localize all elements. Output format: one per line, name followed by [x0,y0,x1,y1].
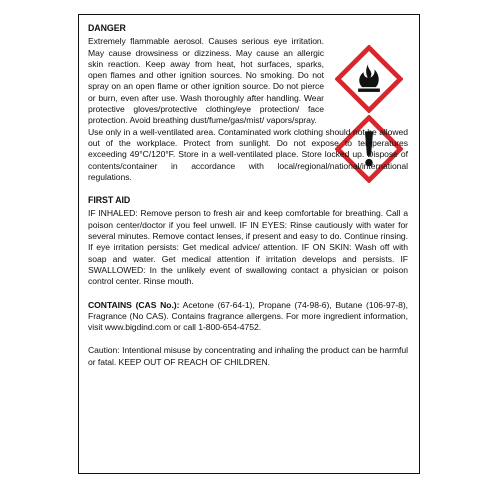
danger-text-upper: Extremely flammable aerosol. Causes serious eye irritation. May cause drowsiness or dizziness. May cause an allergic skin reaction. Keep away from heat, hot surfaces, sparks, open flames and other ignition sources. No smoking. Do not spray on an open flame or other ignition source. Do not pierce or burn, even after use. Wash thoroughly after handling. Wear protective gloves/protective clothing/eye protection/ face protection. Avoid breathing dust/fume/gas/mist/ vapors/spray. [88,36,324,126]
first-aid-heading: FIRST AID [88,195,131,206]
danger-heading: DANGER [88,23,126,33]
caution-text: Caution: Intentional misuse by concentrating and inhaling the product can be harmful or fatal. KEEP OUT OF REACH OF CHILDREN. [88,345,408,367]
first-aid-text: IF INHALED: Remove person to fresh air and keep comfortable for breathing. Call a poison center/doctor if you feel unwell. IF IN EYES: Rinse cautiously with water for several minutes. Remove contact lenses, if present and easy to do. Continue rinsing. If eye irritation persists: Get medical advice/ attention. IF ON SKIN: Wash off with soap and water. Get medical attention if irritation develops and persists. IF SWALLOWED: In the unlikely event of swallowing contact a physician or poison control center. Rinse mouth. [88,208,408,287]
safety-label [78,14,420,474]
label-content [88,23,408,368]
contains-paragraph [88,300,408,334]
danger-text-lower: Use only in a well-ventilated area. Contaminated work clothing should not be allowed out of the workplace. Protect from sunlight. Do not expose to temperatures exceeding 49°C/120°F. Store in a well-ventilated place. Store locked up. Dispose of contents/container in accordance with local/regional/national/international regulations. [88,126,408,182]
contains-text: Acetone (67-64-1), Propane (74-98-6), Butane (106-97-8), Fragrance (No CAS). Contains fragrance allergens. For more ingredient information, visit www.bigdind.com or call 1-800-654-4752. [88,299,408,333]
contains-title: CONTAINS (CAS No.): [88,299,180,310]
